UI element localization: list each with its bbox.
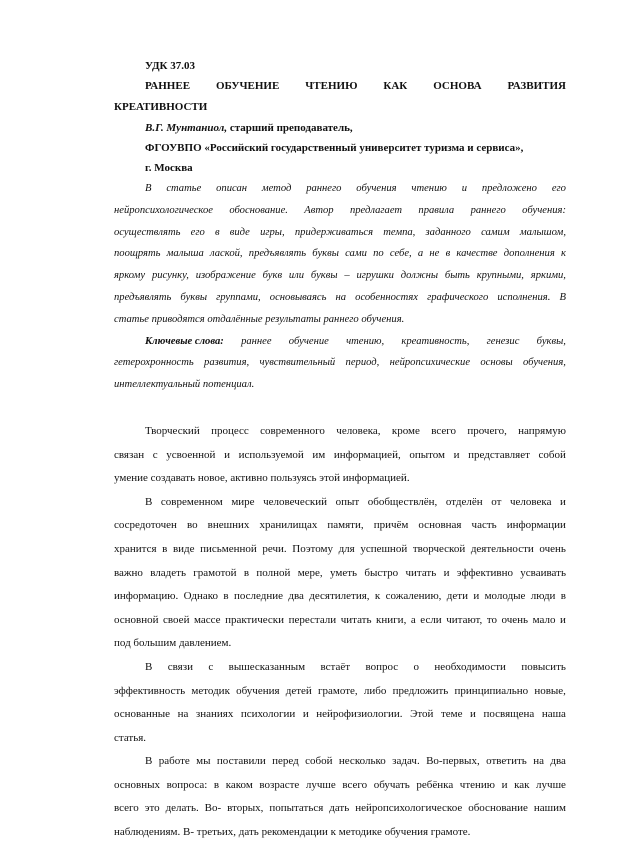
- abstract: [114, 178, 566, 331]
- word: себе,: [389, 248, 412, 260]
- word: методик: [191, 684, 230, 697]
- paragraph-line: [114, 420, 566, 444]
- word: основанные: [114, 708, 171, 721]
- word: В: [145, 755, 153, 768]
- word: перед: [272, 755, 299, 768]
- word: молодые: [484, 590, 526, 603]
- word: грамоте,: [318, 684, 358, 697]
- word: основываясь: [269, 291, 327, 303]
- word: часть: [471, 519, 497, 532]
- city: г. Москва: [145, 162, 193, 174]
- word: очень: [501, 613, 529, 626]
- paragraph: [114, 420, 566, 491]
- keywords-label: Ключевые слова:: [145, 335, 224, 347]
- word: либо: [363, 684, 387, 697]
- word: во: [186, 519, 198, 532]
- paragraph-line: [114, 609, 566, 633]
- word: ОБУЧЕНИЕ: [215, 80, 280, 92]
- paragraph: [114, 656, 566, 750]
- word: последние: [233, 590, 284, 603]
- abstract-line: [114, 222, 566, 244]
- word: метод: [261, 183, 292, 194]
- title-line-2: КРЕАТИВНОСТИ: [114, 101, 208, 113]
- word: для: [338, 542, 355, 555]
- word: ответить: [486, 755, 527, 768]
- word: собой: [538, 448, 566, 461]
- word: основы: [480, 357, 513, 369]
- word: знаниях: [195, 708, 234, 721]
- word: основных: [114, 778, 161, 791]
- word: читать: [405, 566, 437, 579]
- word: исполнения.: [497, 291, 551, 303]
- word: попытаться: [269, 802, 324, 815]
- paragraph-line: [114, 703, 566, 727]
- word: по: [373, 248, 384, 260]
- word: Этой: [410, 708, 434, 721]
- word: Поэтому: [292, 542, 333, 555]
- word: букв: [262, 270, 283, 282]
- word: генезис: [486, 335, 520, 347]
- word: должны: [400, 270, 439, 282]
- word: представляет: [468, 448, 530, 461]
- word: на: [335, 291, 347, 303]
- word: особенностях: [355, 291, 418, 303]
- author-line: [114, 118, 566, 138]
- keywords-line-1: [114, 331, 566, 353]
- word: необходимости: [434, 660, 506, 673]
- word: и: [461, 183, 467, 194]
- word: внешних: [207, 519, 250, 532]
- word: собой: [305, 755, 333, 768]
- word: кроме: [391, 424, 420, 437]
- word: малышом,: [519, 226, 566, 238]
- word: и: [560, 495, 566, 508]
- word: работе: [158, 755, 190, 768]
- word: и: [473, 590, 480, 603]
- word: крупными,: [476, 270, 524, 282]
- paragraph-line: [114, 444, 566, 468]
- word: сожалению,: [385, 590, 442, 603]
- word: чтению: [411, 183, 447, 194]
- word: отделён: [445, 495, 483, 508]
- word: обучать: [373, 778, 410, 791]
- abstract-line: [114, 287, 566, 309]
- word: Однако: [183, 590, 219, 603]
- word: два: [550, 755, 566, 768]
- word: информацию.: [114, 590, 179, 603]
- word: и: [559, 613, 566, 626]
- title-line-1: [114, 76, 566, 97]
- word: современного: [260, 424, 325, 437]
- word: описан: [216, 183, 247, 194]
- word: обоснование: [468, 802, 528, 815]
- word: и: [443, 566, 450, 579]
- word: повысить: [521, 660, 566, 673]
- word: и: [501, 778, 508, 791]
- word: это: [144, 802, 160, 815]
- word: на: [177, 708, 189, 721]
- article-page: [114, 56, 566, 845]
- word: в: [243, 566, 250, 579]
- word: задач.: [392, 755, 420, 768]
- word: КАК: [383, 80, 408, 92]
- word: в: [223, 590, 229, 603]
- word: уметь: [330, 566, 358, 579]
- word: нашим: [533, 802, 566, 815]
- word: буквы: [310, 270, 338, 282]
- word: чтению,: [346, 335, 385, 347]
- word: предлагает: [349, 204, 403, 216]
- word: грамотой: [193, 566, 237, 579]
- word: о: [413, 660, 420, 673]
- word: эффективно: [456, 566, 513, 579]
- word: детей: [285, 684, 312, 697]
- word: его: [190, 226, 205, 238]
- word: всего: [114, 802, 139, 815]
- paragraph-line: [114, 562, 566, 586]
- paragraph-line: [114, 774, 566, 798]
- word: вопрос: [365, 660, 399, 673]
- word: письменной: [200, 542, 257, 555]
- word: с: [152, 448, 158, 461]
- word: РАННЕЕ: [145, 80, 191, 92]
- word: в: [560, 590, 566, 603]
- word: им: [312, 448, 326, 461]
- word: читают,: [446, 613, 483, 626]
- word: и: [302, 708, 309, 721]
- word: быстро: [364, 566, 399, 579]
- abstract-line: [114, 243, 566, 265]
- word: возрасте: [259, 778, 300, 791]
- word: основная: [418, 519, 462, 532]
- word: графического: [427, 291, 489, 303]
- word: поощрять: [114, 248, 161, 260]
- word: период,: [345, 357, 380, 369]
- word: опытом: [409, 448, 446, 461]
- word: основной: [114, 613, 159, 626]
- word: виде: [172, 542, 195, 555]
- word: чтению: [459, 778, 496, 791]
- word: дети: [446, 590, 468, 603]
- word: обучения:: [522, 204, 566, 216]
- word: В: [559, 291, 566, 303]
- word: буквы,: [536, 335, 566, 347]
- word: малыша: [166, 248, 204, 260]
- word: мало: [532, 613, 556, 626]
- word: мы: [196, 755, 211, 768]
- word: современном: [160, 495, 223, 508]
- word: с: [208, 660, 214, 673]
- word: темпа,: [383, 226, 416, 238]
- word: мере,: [297, 566, 323, 579]
- word: мире: [231, 495, 255, 508]
- word: буквы: [180, 291, 208, 303]
- word: практически: [225, 613, 285, 626]
- word: хранилищах: [259, 519, 318, 532]
- word: теме: [440, 708, 463, 721]
- word: статье: [166, 183, 202, 194]
- spacer: [114, 396, 566, 420]
- word: усваивать: [520, 566, 566, 579]
- paragraph-line: [114, 750, 566, 774]
- word: процесс: [211, 424, 249, 437]
- word: В: [145, 660, 153, 673]
- word: Во-: [204, 802, 222, 815]
- word: виде: [229, 226, 250, 238]
- word: в: [213, 778, 220, 791]
- keywords-line-2: [114, 352, 566, 374]
- word: самим: [481, 226, 510, 238]
- word: нейропсихические: [389, 357, 471, 369]
- word: вопроса:: [166, 778, 208, 791]
- word: связи: [167, 660, 193, 673]
- word: полной: [256, 566, 291, 579]
- word: каком: [225, 778, 253, 791]
- abstract-line: [114, 178, 566, 200]
- word: встаёт: [320, 660, 351, 673]
- word: массе: [193, 613, 221, 626]
- word: наша: [541, 708, 566, 721]
- abstract-line: [114, 265, 566, 287]
- word: посвящена: [483, 708, 535, 721]
- word: В: [145, 183, 152, 194]
- word: развития,: [204, 357, 250, 369]
- word: два: [288, 590, 304, 603]
- word: то: [486, 613, 497, 626]
- word: своей: [163, 613, 190, 626]
- word: информации: [506, 519, 566, 532]
- word: его: [551, 183, 566, 194]
- word: не: [429, 248, 440, 260]
- paragraph-line: [114, 585, 566, 609]
- word: принципиально: [454, 684, 529, 697]
- word: книги,: [376, 613, 407, 626]
- word: перестали: [288, 613, 337, 626]
- word: напрямую: [518, 424, 566, 437]
- word: лучше: [536, 778, 566, 791]
- word: правила: [418, 204, 455, 216]
- paragraph: [114, 491, 566, 656]
- word: осуществлять: [114, 226, 181, 238]
- body-text: [114, 420, 566, 845]
- abstract-line: статье приводятся отдалённые результаты раннего обучения.: [114, 313, 405, 325]
- word: лучше: [305, 778, 336, 791]
- word: человека,: [336, 424, 381, 437]
- word: творческой: [412, 542, 466, 555]
- word: обучение: [288, 335, 329, 347]
- word: ЧТЕНИЮ: [305, 80, 358, 92]
- word: информацией,: [333, 448, 401, 461]
- word: гетерохронность: [114, 357, 194, 369]
- paragraph-line: [114, 514, 566, 538]
- word: яркими,: [530, 270, 566, 282]
- word: быть: [444, 270, 470, 282]
- word: речи.: [262, 542, 287, 555]
- word: а: [410, 613, 416, 626]
- word: хранится: [114, 542, 157, 555]
- word: от: [491, 495, 502, 508]
- word: всего: [342, 778, 368, 791]
- word: а: [417, 248, 424, 260]
- word: опыт: [335, 495, 360, 508]
- paragraph-line: наблюдениям. В- третьих, дать рекомендации к методике обучения грамоте.: [114, 826, 471, 839]
- word: эффективность: [114, 684, 186, 697]
- word: десятилетия,: [309, 590, 370, 603]
- word: рисунку,: [151, 270, 189, 282]
- keywords-line-3: интеллектуальный потенциал.: [114, 379, 255, 391]
- word: предложено: [481, 183, 537, 194]
- word: связан: [114, 448, 145, 461]
- word: человека: [509, 495, 552, 508]
- word: раннего: [306, 183, 342, 194]
- word: в: [214, 226, 220, 238]
- word: вышесказанным: [228, 660, 306, 673]
- word: усвоенной: [166, 448, 216, 461]
- word: важно: [114, 566, 143, 579]
- word: обобществлён,: [367, 495, 438, 508]
- word: нейропсихологическое: [355, 802, 463, 815]
- word: как: [514, 778, 530, 791]
- word: группами,: [216, 291, 261, 303]
- word: люди: [530, 590, 556, 603]
- word: если: [420, 613, 442, 626]
- word: качестве: [456, 248, 498, 260]
- word: памяти,: [327, 519, 364, 532]
- affiliation: ФГОУВПО «Российский государственный университет туризма и сервиса»,: [145, 142, 524, 154]
- abstract-line: [114, 200, 566, 222]
- word: несколько: [338, 755, 386, 768]
- udk-code: УДК 37.03: [145, 60, 196, 72]
- word: владеть: [150, 566, 186, 579]
- word: в: [445, 248, 451, 260]
- word: предъявлять: [248, 248, 307, 260]
- word: прочего,: [467, 424, 507, 437]
- word: –: [344, 270, 350, 282]
- word: игры,: [260, 226, 285, 238]
- word: Автор: [304, 204, 334, 216]
- word: креативность,: [401, 335, 470, 347]
- word: обучения: [356, 183, 397, 194]
- paragraph-line: статья.: [114, 731, 147, 744]
- word: В: [145, 495, 153, 508]
- word: всего: [431, 424, 456, 437]
- word: раннего: [470, 204, 506, 216]
- word: изображение: [195, 270, 256, 282]
- word: предложить: [392, 684, 449, 697]
- word: очень: [539, 542, 566, 555]
- word: нейропсихологическое: [114, 204, 213, 216]
- word: Во-первых,: [426, 755, 480, 768]
- paragraph-line: под большим давлением.: [114, 637, 232, 650]
- word: к: [560, 248, 566, 260]
- word: деятельности: [470, 542, 534, 555]
- word: сами: [345, 248, 367, 260]
- word: раннее: [241, 335, 272, 347]
- word: читать: [340, 613, 372, 626]
- paragraph-line: [114, 656, 566, 680]
- word: чувствительный: [259, 357, 336, 369]
- paragraph-line: [114, 797, 566, 821]
- word: придерживаться: [294, 226, 374, 238]
- word: буквы: [312, 248, 339, 260]
- word: и: [453, 448, 460, 461]
- word: нейрофизиологии.: [316, 708, 403, 721]
- word: человеческий: [263, 495, 327, 508]
- word: Творческий: [145, 424, 200, 437]
- word: делать.: [165, 802, 199, 815]
- paragraph-line: [114, 680, 566, 704]
- word: обучения: [236, 684, 280, 697]
- word: яркому: [114, 270, 146, 282]
- word: и: [470, 708, 476, 721]
- word: причём: [373, 519, 409, 532]
- word: новые,: [534, 684, 566, 697]
- word: обоснование.: [229, 204, 288, 216]
- paragraph-line: [114, 538, 566, 562]
- word: на: [533, 755, 544, 768]
- paragraph-line: [114, 491, 566, 515]
- word: сосредоточен: [114, 519, 177, 532]
- word: дополнения: [503, 248, 555, 260]
- paragraph-line: умение создавать новое, активно пользуясь этой информацией.: [114, 472, 410, 485]
- word: ребёнка: [416, 778, 454, 791]
- word: дать: [329, 802, 350, 815]
- word: игрушки: [356, 270, 394, 282]
- author-position: старший преподаватель,: [227, 122, 353, 134]
- word: и: [224, 448, 230, 461]
- word: заданного: [425, 226, 471, 238]
- word: ОСНОВА: [433, 80, 482, 92]
- word: обучения,: [522, 357, 566, 369]
- author-name: В.Г. Мунтаниол,: [145, 122, 228, 134]
- word: лаской,: [210, 248, 243, 260]
- word: поставили: [216, 755, 266, 768]
- word: вторых,: [227, 802, 264, 815]
- word: предъявлять: [114, 291, 172, 303]
- word: к: [374, 590, 381, 603]
- word: успешной: [360, 542, 408, 555]
- word: или: [288, 270, 305, 282]
- keywords-block: [114, 331, 566, 396]
- word: используемой: [238, 448, 304, 461]
- word: в: [162, 542, 168, 555]
- word: психологии: [240, 708, 296, 721]
- paragraph: [114, 750, 566, 844]
- word: РАЗВИТИЯ: [507, 80, 566, 92]
